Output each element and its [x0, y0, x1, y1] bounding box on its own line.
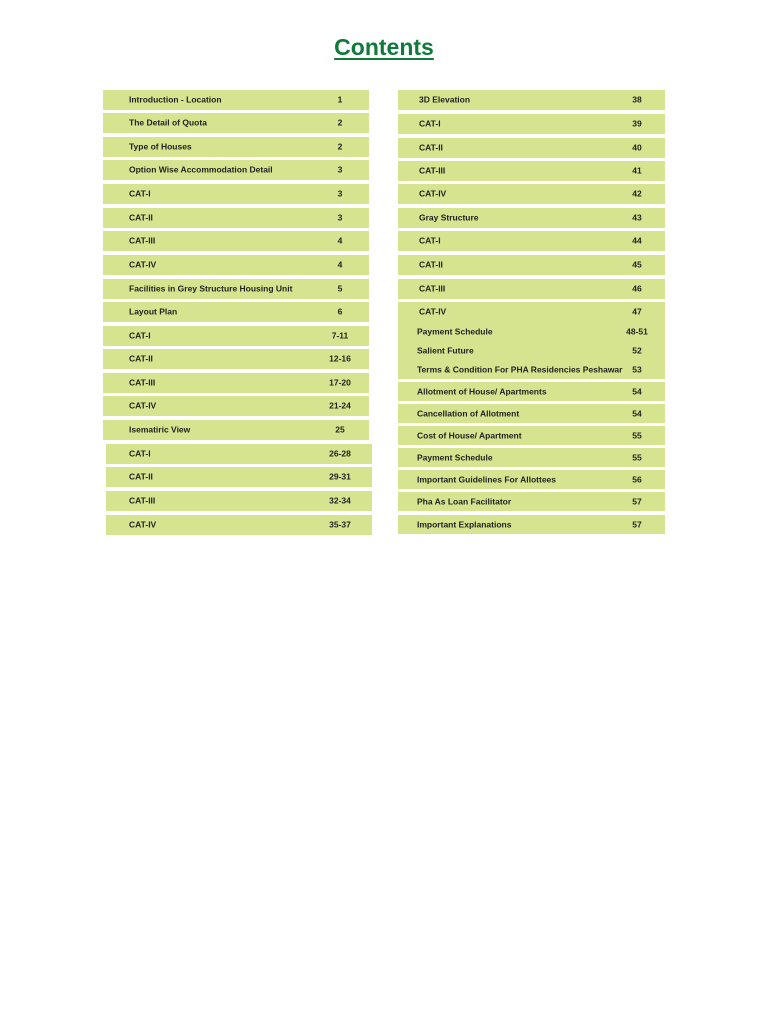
toc-entry-title: Option Wise Accommodation Detail: [129, 164, 273, 175]
toc-entry[interactable]: CAT-II 40: [398, 138, 665, 158]
toc-entry[interactable]: The Detail of Quota 2: [103, 113, 369, 133]
toc-entry[interactable]: Allotment of House/ Apartments 54: [398, 382, 665, 401]
toc-entry-title: CAT-IV: [129, 519, 157, 530]
toc-entry-title: CAT-IV: [129, 259, 157, 270]
toc-entry[interactable]: Salient Future 52: [398, 341, 665, 360]
toc-entry[interactable]: Type of Houses 2: [103, 137, 369, 157]
toc-entry-title: Payment Schedule: [417, 452, 493, 462]
toc-entry[interactable]: CAT-II 29-31: [106, 467, 372, 487]
toc-entry-title: Allotment of House/ Apartments: [417, 386, 547, 396]
toc-entry-title: Cancellation of Allotment: [417, 408, 520, 418]
toc-entry-title: CAT-I: [419, 118, 441, 129]
page-title: Contents: [334, 34, 434, 60]
toc-entry[interactable]: CAT-I 26-28: [106, 444, 372, 464]
toc-entry[interactable]: CAT-I 7-11: [103, 326, 369, 346]
toc-entry[interactable]: Layout Plan 6: [103, 302, 369, 322]
toc-entry-title: The Detail of Quota: [129, 117, 207, 128]
toc-entry[interactable]: Introduction - Location 1: [103, 90, 369, 110]
toc-entry-title: CAT-II: [419, 142, 443, 153]
toc-entry-title: CAT-II: [419, 259, 443, 270]
toc-entry-title: CAT-III: [419, 165, 446, 176]
toc-entry[interactable]: CAT-II 45: [398, 255, 665, 275]
toc-entry-title: CAT-I: [419, 235, 441, 246]
toc-entry-title: CAT-III: [129, 377, 156, 388]
toc-entry[interactable]: CAT-III 46: [398, 279, 665, 299]
toc-entry[interactable]: CAT-IV 47: [398, 302, 665, 322]
toc-entry[interactable]: Important Guidelines For Allottees 56: [398, 470, 665, 489]
toc-entry[interactable]: CAT-II 3: [103, 208, 369, 228]
toc-entry[interactable]: CAT-I 44: [398, 231, 665, 251]
toc-entry[interactable]: CAT-IV 42: [398, 184, 665, 204]
toc-entry-title: Introduction - Location: [129, 94, 222, 105]
toc-entry-title: CAT-I: [129, 448, 151, 459]
toc-entry-title: Type of Houses: [129, 141, 192, 152]
toc-entry[interactable]: Gray Structure 43: [398, 208, 665, 228]
toc-entry-title: 3D Elevation: [419, 94, 471, 105]
toc-entry-title: Pha As Loan Facilitator: [417, 496, 512, 506]
toc-entry[interactable]: CAT-III 41: [398, 161, 665, 181]
toc-entry-title: Important Guidelines For Allottees: [417, 474, 557, 484]
toc-entry-title: Layout Plan: [129, 306, 178, 317]
toc-entry[interactable]: Payment Schedule 55: [398, 448, 665, 467]
toc-entry[interactable]: Terms & Condition For PHA Residencies Peshawar 53: [398, 360, 665, 379]
toc-entry-title: CAT-III: [129, 495, 156, 506]
toc-entry[interactable]: Facilities in Grey Structure Housing Unit 5: [103, 279, 369, 299]
toc-entry[interactable]: CAT-III 32-34: [106, 491, 372, 511]
toc-entry[interactable]: Isematiric View 25: [103, 420, 369, 440]
toc-entry-title: CAT-IV: [419, 306, 447, 317]
toc-entry-title: Salient Future: [417, 345, 474, 355]
toc-entry-title: CAT-I: [129, 330, 151, 341]
toc-entry-title: Facilities in Grey Structure Housing Unit: [129, 283, 293, 294]
toc-entry[interactable]: Payment Schedule 48-51: [398, 322, 665, 341]
toc-entry-title: Cost of House/ Apartment: [417, 430, 522, 440]
toc-entry[interactable]: CAT-I 3: [103, 184, 369, 204]
toc-entry[interactable]: Pha As Loan Facilitator 57: [398, 492, 665, 511]
toc-entry-title: Payment Schedule: [417, 326, 493, 336]
toc-entry-title: CAT-III: [129, 235, 156, 246]
toc-entry[interactable]: Option Wise Accommodation Detail 3: [103, 160, 369, 180]
toc-entry[interactable]: CAT-III 17-20: [103, 373, 369, 393]
toc-entry-title: Gray Structure: [419, 212, 479, 223]
toc-entry-title: Isematiric View: [129, 424, 191, 435]
toc-entry-title: CAT-IV: [419, 188, 447, 199]
toc-entry-title: CAT-II: [129, 353, 153, 364]
toc-entry-title: CAT-I: [129, 188, 151, 199]
toc-entry[interactable]: CAT-IV 35-37: [106, 515, 372, 535]
toc-entry[interactable]: CAT-IV 21-24: [103, 396, 369, 416]
toc-entry[interactable]: CAT-I 39: [398, 114, 665, 134]
toc-entry-title: Important Explanations: [417, 519, 512, 529]
toc-entry-title: CAT-II: [129, 212, 153, 223]
toc-entry[interactable]: 3D Elevation 38: [398, 90, 665, 110]
toc-entry[interactable]: CAT-II 12-16: [103, 349, 369, 369]
toc-entry[interactable]: Cancellation of Allotment 54: [398, 404, 665, 423]
toc-entry[interactable]: Important Explanations 57: [398, 515, 665, 534]
toc-entry-title: CAT-IV: [129, 400, 157, 411]
toc-entry[interactable]: Cost of House/ Apartment 55: [398, 426, 665, 445]
toc-entry-title: CAT-III: [419, 283, 446, 294]
toc-entry-title: Terms & Condition For PHA Residencies Peshawar: [417, 364, 623, 374]
toc-entry[interactable]: CAT-III 4: [103, 231, 369, 251]
toc-entry-title: CAT-II: [129, 471, 153, 482]
toc-entry[interactable]: CAT-IV 4: [103, 255, 369, 275]
